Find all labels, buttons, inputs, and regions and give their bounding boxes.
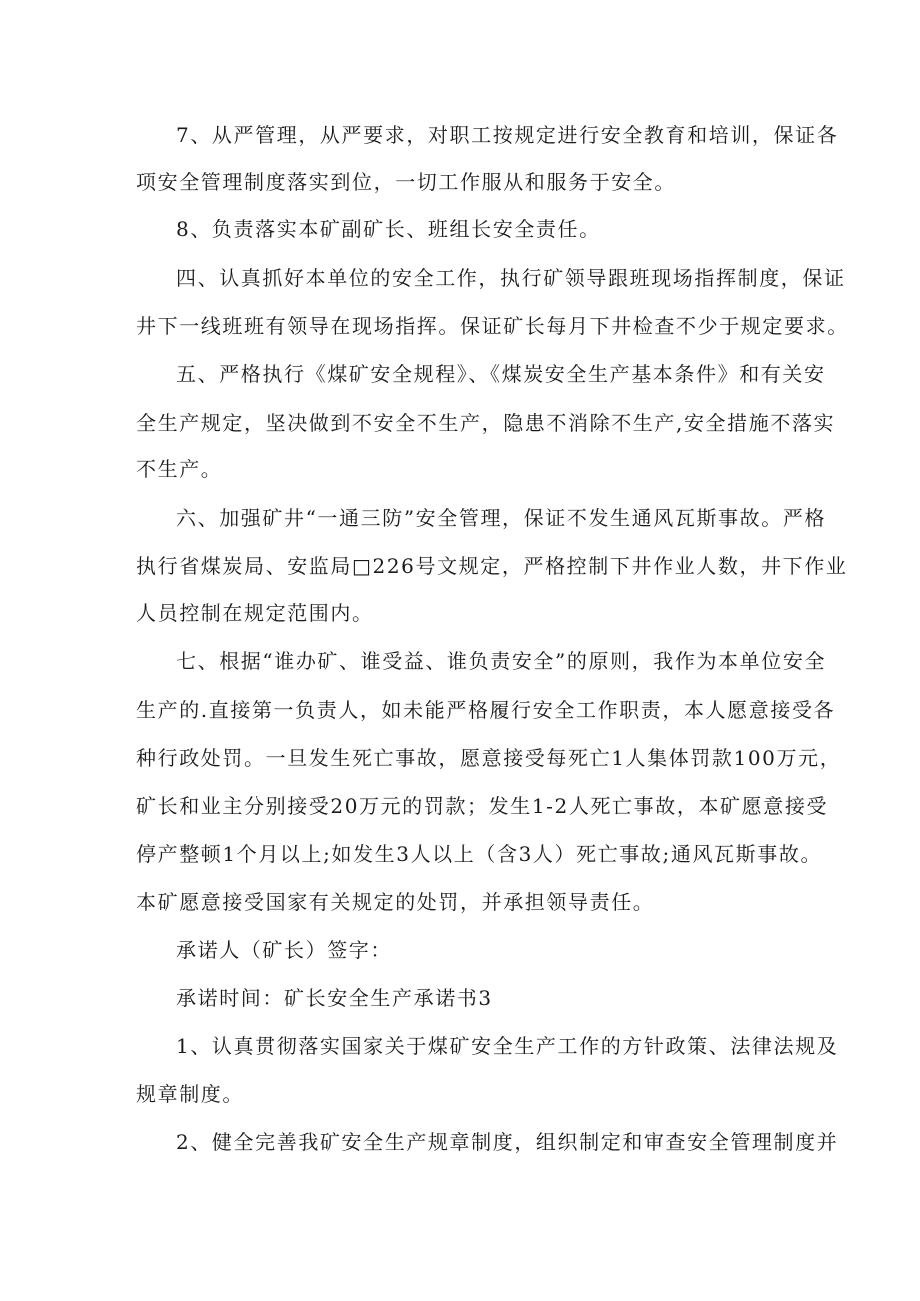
text-line: 井下一线班班有领导在现场指挥。保证矿长每月下井检查不少于规定要求。 xyxy=(136,314,849,338)
text-line: 1、认真贯彻落实国家关于煤矿安全生产工作的方针政策、法律法规及 xyxy=(176,1034,839,1058)
text-line: 2、健全完善我矿安全生产规章制度，组织制定和审查安全管理制度并 xyxy=(176,1130,839,1154)
date-label: 承诺时间：矿长安全生产承诺书3 xyxy=(176,986,493,1010)
text-line: 执行省煤炭局、安监局□226号文规定，严格控制下井作业人数，井下作业 xyxy=(136,554,848,578)
text-line: 8、负责落实本矿副矿长、班组长安全责任。 xyxy=(176,217,601,241)
text-line: 7、从严管理，从严要求，对职工按规定进行安全教育和培训，保证各 xyxy=(176,123,839,147)
text-line: 项安全管理制度落实到位，一切工作服从和服务于安全。 xyxy=(136,170,676,194)
text-line: 种行政处罚。一旦发生死亡事故，愿意接受每死亡1人集体罚款100万元， xyxy=(136,746,842,770)
text-line: 五、严格执行《煤矿安全规程》、《煤炭安全生产基本条件》和有关安 xyxy=(176,362,826,386)
text-line: 停产整顿1个月以上;如发生3人以上（含3人）死亡事故;通风瓦斯事故。 xyxy=(136,842,823,866)
signature-label: 承诺人（矿长）签字： xyxy=(176,938,392,962)
text-line: 矿长和业主分别接受20万元的罚款；发生1-2人死亡事故，本矿愿意接受 xyxy=(136,794,829,818)
text-line: 本矿愿意接受国家有关规定的处罚，并承担领导责任。 xyxy=(136,890,655,914)
text-line: 生产的.直接第一负责人，如未能严格履行安全工作职责，本人愿意接受各 xyxy=(136,698,836,722)
text-line: 六、加强矿井“一通三防”安全管理，保证不发生通风瓦斯事故。严格 xyxy=(176,506,827,530)
text-line: 规章制度。 xyxy=(136,1082,244,1106)
text-line: 四、认真抓好本单位的安全工作，执行矿领导跟班现场指挥制度，保证 xyxy=(176,266,846,290)
text-line: 不生产。 xyxy=(136,457,223,481)
text-line: 七、根据“谁办矿、谁受益、谁负责安全”的原则，我作为本单位安全 xyxy=(176,649,827,673)
text-line: 人员控制在规定范围内。 xyxy=(136,601,374,625)
text-line: 全生产规定，坚决做到不安全不生产，隐患不消除不生产,安全措施不落实 xyxy=(136,411,836,435)
